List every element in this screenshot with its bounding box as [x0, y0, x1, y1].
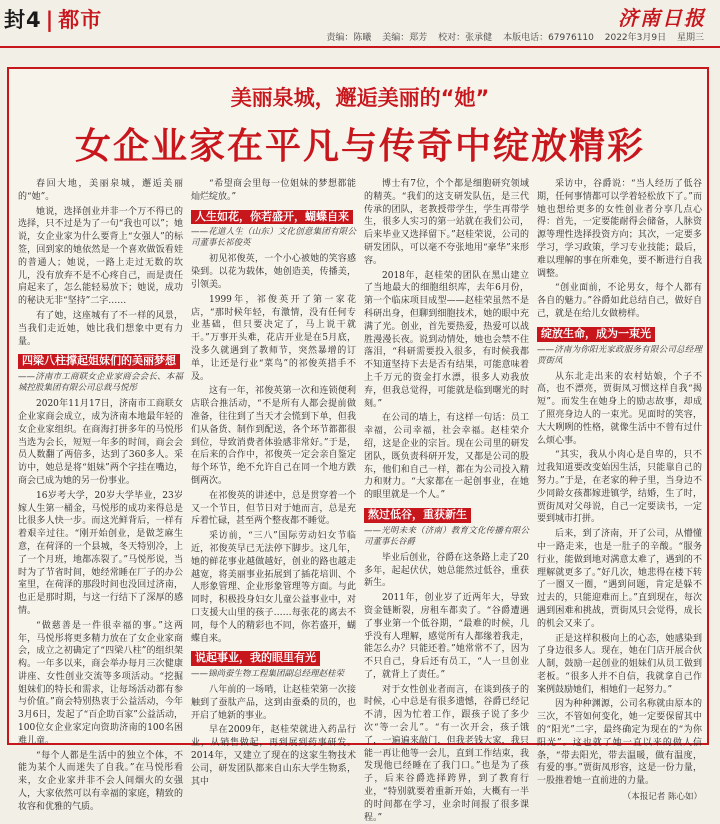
body-paragraph: 2011年，创业岁了近两年大，导致资金链断裂，房租车都卖了。“谷爵遭遇了事业第一个低谷期，“最难的时候，几乎没有人理解，感觉所有人都缘着我走，能怎么办？只能还着。”她常常不了，因为不只自己，身后还有员工，“人一旦创业了，就背上了责任。” — [364, 593, 529, 680]
credit-editor: 责编：陈曦 — [326, 33, 372, 43]
subhead-zhao-guirong: 说起事业，我的眼里有光 — [191, 651, 320, 666]
body-paragraph: “每个人都是生活中的独立个体，不能为某个人而迷失了自我。”在马悦彤看来，女企业家并非不会人间烟火的女强人，大家依然可以有幸福的家庭，精致的妆容和优雅的气质。 — [18, 750, 183, 812]
body-paragraph: 从东北走出来的农村姑娘，个子不高，也不漂亮，贾街凤习惯这样自我“揭短”。而发生在她身上的励志故事，却成了照亮身边人的一束光。见面时的笑容，大大咧咧的性格，就像生活中不曾有过什么烦心事。 — [537, 371, 702, 446]
body-paragraph: 后来，到了济南，开了公司，从懵懂中一路走来，也是一肚子的辛酸。“服务行业，能做到地对满意太难了，遇到的不理解就更多了。”好几次，她悲得在楼下转了一圈又一圈，“遇到问题，肯定是躲不过去的，只能迎难而上。”直到现在，每次遇到困难和挑战，贾街凤只会觉得，成长的机会又来了。 — [537, 529, 702, 629]
byline-zhao-guirong: ——锦尚蚕生物工程集团副总经理赵桂荣 — [191, 669, 345, 680]
issue-date: 2022年3月9日 — [604, 33, 667, 43]
byline-ma-yuetong: ——济南市工商联女企业家商会会长、本福城控股集团有限公司总裁马悦彤 — [18, 372, 183, 394]
subhead-gu-jue: 熬过低谷，重获新生 — [364, 508, 471, 523]
reporter-credit: （本报记者 陈心如） — [622, 792, 702, 803]
subhead-ma-yuetong: 四梁八柱撑起姐妹们的美丽梦想 — [18, 354, 180, 369]
column-1 — [18, 178, 183, 812]
body-paragraph: 采访中，谷爵说：“当人经历了低谷期，任何事情都可以学着轻松放下了。”而她也想给更多的女性创业者分享几点心得：首先，一定要能耐得会储备，人脉资源等理性选择投资方向；其次，一定要多学习，学习政策，学习专业技能；最后，难以理解的事在所难免，要不断进行自我调整。 — [537, 179, 702, 279]
article-kicker: 美丽泉城，邂逅美丽的“她” — [230, 86, 490, 110]
body-paragraph: 正是这样积极向上的心态，她感染到了身边很多人。现在，她在门店开展合伙人制，鼓励一起创业的姐妹们从员工做到老板。“很多人并不自信，我就拿自己作案例鼓励她们，相她们一起努力。” — [537, 633, 702, 695]
article-headline: 女企业家在平凡与传奇中绽放精彩 — [74, 125, 645, 167]
credit-proofreader: 校对：张承健 — [438, 33, 493, 43]
body-paragraph: 这有一年，祁俊英第一次和连锁便利店联合推活动，“不是所有人都会提前做准备，往往到了当天才会慌到下单，但我们从备货、制作到配送，各个环节都都很到位，导致消费者体验感非常好。”于是，在后来的合作中，祁俊英一定会亲自鉴定每个环节，绝不允许自己在同一个地方跌倒两次。 — [191, 386, 356, 486]
section-name: 都市 — [58, 8, 103, 32]
masthead-rule — [0, 46, 720, 48]
byline-jia-jiefeng: ——济南为你阳光家政服务有限公司总经理贾街凤 — [537, 344, 702, 366]
body-paragraph: 采访前，“三八”国际劳动妇女节临近，祁俊英早已无法停下脚步。这几年，她的鲜花事业越做越好，创业的路也越走越宽，将美丽事业拓展到了插花培训、个人形象管理、企业形象管理等方面。与此同时，积极投身妇女儿童公益事业中，对口支援大山里的孩子……每张花的离去不同，每个人的精彩也不同，你若盛开，蝴蝶自来。 — [191, 531, 356, 644]
body-paragraph: 对于女性创业者而言，在谈到孩子的时候，心中总是有很多遗憾，谷爵已经记不清，因为忙着工作，跟孩子说了多少次“等一会儿”。“有一次开会，孩子饿了，一遍遍来敲门，但我老钱大家，我只能一再让他等一会儿，直到工作结束，我发现他已经睡在了我门口。”也是为了孩子，后来谷爵选择跨界，到了教育行业，“特别就要着重新开始，大概有一半的时间都在学习，业余时间报了很多课程。” — [364, 684, 529, 823]
body-paragraph: 八年前的一场哨，让赵桂荣第一次接触到了蚕肽产品，这到由蚕桑的员的，也开启了她新的事业。 — [191, 685, 356, 721]
credit-designer: 美编：郑芳 — [382, 33, 428, 43]
page-number: 封4 — [4, 8, 42, 32]
credit-line — [0, 30, 720, 44]
byline-gu-jue: ——光明未来（济南）教育文化传播有限公司董事长谷爵 — [364, 525, 529, 547]
body-paragraph: 毕业后创业，谷爵在这条路上走了20多年，起起伏伏，她总能然过低谷，重获新生。 — [364, 552, 529, 589]
article-columns — [18, 178, 706, 823]
body-paragraph: 早在2009年，赵桂荣就进入药品行业，从销售做起，再到展到药事研发。2014年，又建立了现在的这家生物技术公司，研发团队都来自山东大学生物系，其中 — [191, 725, 356, 787]
column-4 — [537, 178, 702, 803]
body-paragraph: “希望商会里每一位姐妹的梦想都能灿烂绽放。” — [191, 179, 356, 202]
subhead-qi-junying: 人生如花，你若盛开，蝴蝶自来 — [191, 210, 353, 225]
body-paragraph: “做慈善是一件很幸福的事。”这两年，马悦彤将更多精力放在了女企业家商会，成立之初确定了“四梁八柱”的组织架构。一年多以来，商会举办每月三次健康讲座、女性创业交流等多项活动。“挖掘姐妹们的特长和需求，让每场活动都有参与价值。”商会特别热衷于公益活动，今年3月6日，发起了“百企助百家”公益活动，100位女企业家定向资助济南的100名困难儿童。 — [18, 620, 183, 746]
column-2 — [191, 178, 356, 787]
intro-paragraph: 有了她，这座城有了不一样的风景，当我们走近她，她比我们想象中更有力量。 — [18, 310, 183, 347]
page-label: 封4 | 都市 — [4, 8, 103, 32]
intro-paragraph: 她说，选择创业并非一个万不得已的选择，只不过是为了一句“我也可以”；她说，女企业家为什么要背上“女强人”的标签，回到家的她依然是一个喜欢做饭看娃的普通人；她说，一路上走过无数的坎儿，没有放弃不是不心疼自己，而是责任肩起来了，怎么能轻易放下；她说，成功的秘诀无非“坚持”二字…… — [18, 206, 183, 307]
body-paragraph: 2018年，赵桂荣的团队在黑山建立了当地最大的细胞组织库，去年6月份，第一个临床项目成型——赵桂荣虽然不是科研出身，但聊到细胞技术，她的眼中充满了光。创业，首先要热爱，热爱可以战胜漫漫长夜。说到动情处，她也会禁不住落泪，“科研需要投入很多，有时候我都不知道坚持下去是否有结果，可能意味着上千万元的资金打水漂，很多人劝我放弃，但我总觉得，可能就是临到曙光的时刻。” — [364, 270, 529, 409]
issue-weekday: 星期三 — [676, 33, 704, 43]
body-paragraph: 1999年，祁俊英开了第一家花店，“那时候年轻，有激情，没有任何专业基础，但只要决定了，马上说干就干。”万事开头难，花店开业是在5月底，没多久就遇到了教师节，突然暴增的订单，让还是行业“菜鸟”的祁俊英措手不及。 — [191, 294, 356, 382]
column-3 — [364, 178, 529, 823]
newspaper-logo: 济南日报 — [618, 6, 706, 30]
intro-paragraph: 春回大地，美丽泉城，邂逅美丽的“她”。 — [18, 179, 183, 202]
credit-phone: 本版电话：67976110 — [503, 33, 594, 43]
subhead-jia-jiefeng: 绽放生命，成为一束光 — [537, 327, 655, 342]
body-paragraph: “创业面前，不论男女，每个人都有各自的魅力。”谷爵如此总结自己，做好自己，就是在给儿女做榜样。 — [537, 283, 702, 319]
body-paragraph: 2020年11月17日，济南市工商联女企业家商会成立，成为济南本地最年轻的女企业家组织。在商海打拼多年的马悦彤当选为会长，短短一年多的时间，商会会员人数翻了两倍多，达到了360多人。采访中，她总是将“姐妹”两个字挂在嘴边，商会已成为她的另一份事业。 — [18, 399, 183, 486]
body-paragraph: 在公司的墙上，有这样一句话：员工幸福，公司幸福，社会幸福。赵桂荣介绍，这是企业的宗旨。现在公司里的研发团队，既负责科研开发，又都是公司的股东，他们和自己一样，都在为公司投入精力和财力。“大家都在一起创事业，在她的眼里就是一个人。” — [364, 413, 529, 501]
byline-qi-junying: ——花道人生（山东）文化创意集团有限公司董事长祁俊英 — [191, 227, 356, 249]
body-paragraph: “其实，我从小肉心是自卑的，只不过我知道要改变始因生活，只能靠自己的努力。”于是，在老家的种子里，当身边不少同龄女孩都嫁进镇学，结婚，生了时，贾街凤对父母说，自己一定要读书，一定要到城市打拼。 — [537, 450, 702, 525]
masthead — [0, 0, 720, 48]
body-paragraph: 在祁俊英的讲述中，总是贯穿着一个又一个节日，但节日对于她而言，总是充斥着忙碌，甚至两个整夜都不睡觉。 — [191, 490, 356, 527]
body-paragraph: 16岁考大学，20岁大学毕业，23岁嫁人生第一桶金，马悦彤的成功来得总是比很多人快一步。而这光鲜背后，一样有着艰辛过往。“刚开始创业，是做芝麻生意，在荷泽的一个县城，冬天特别冷，上了一个月班，地都冻裂了。”马悦彤说，当时为了节省时间，她经常睡在厂子的办公室里，在荷泽的那段时间也没回过济南，也正是那时期，与这一行结下了深厚的感情。 — [18, 490, 183, 616]
body-paragraph: 初见祁俊英，一个小心被她的笑容感染到。以花为载体，她创造美，传播美，引领美。 — [191, 254, 356, 290]
body-paragraph: 博士有7位，个个都是细胞研究领域的精英。“我们的这支研发队伍，是三代传承的团队，老教授带学生，学生再带学生，很多人实习的第一站就在我们公司，后来毕业又选择留下。”赵桂荣说，公司的研发团队，可以毫不夸张地用“豪华”来形容。 — [364, 179, 529, 266]
body-paragraph: 因为种种渊源，公司名称就由原本的三次，不管如何变化，她一定要保留其中的“阳光”二字，最终确定为现在的“为你阳光”。这也就了她一直以来的做人信条，“带去阳光，带去温暖，做有温度，有爱的事。”贾街凤形容，这是一份力量，一股推着她一直前进的力量。 — [537, 699, 702, 787]
